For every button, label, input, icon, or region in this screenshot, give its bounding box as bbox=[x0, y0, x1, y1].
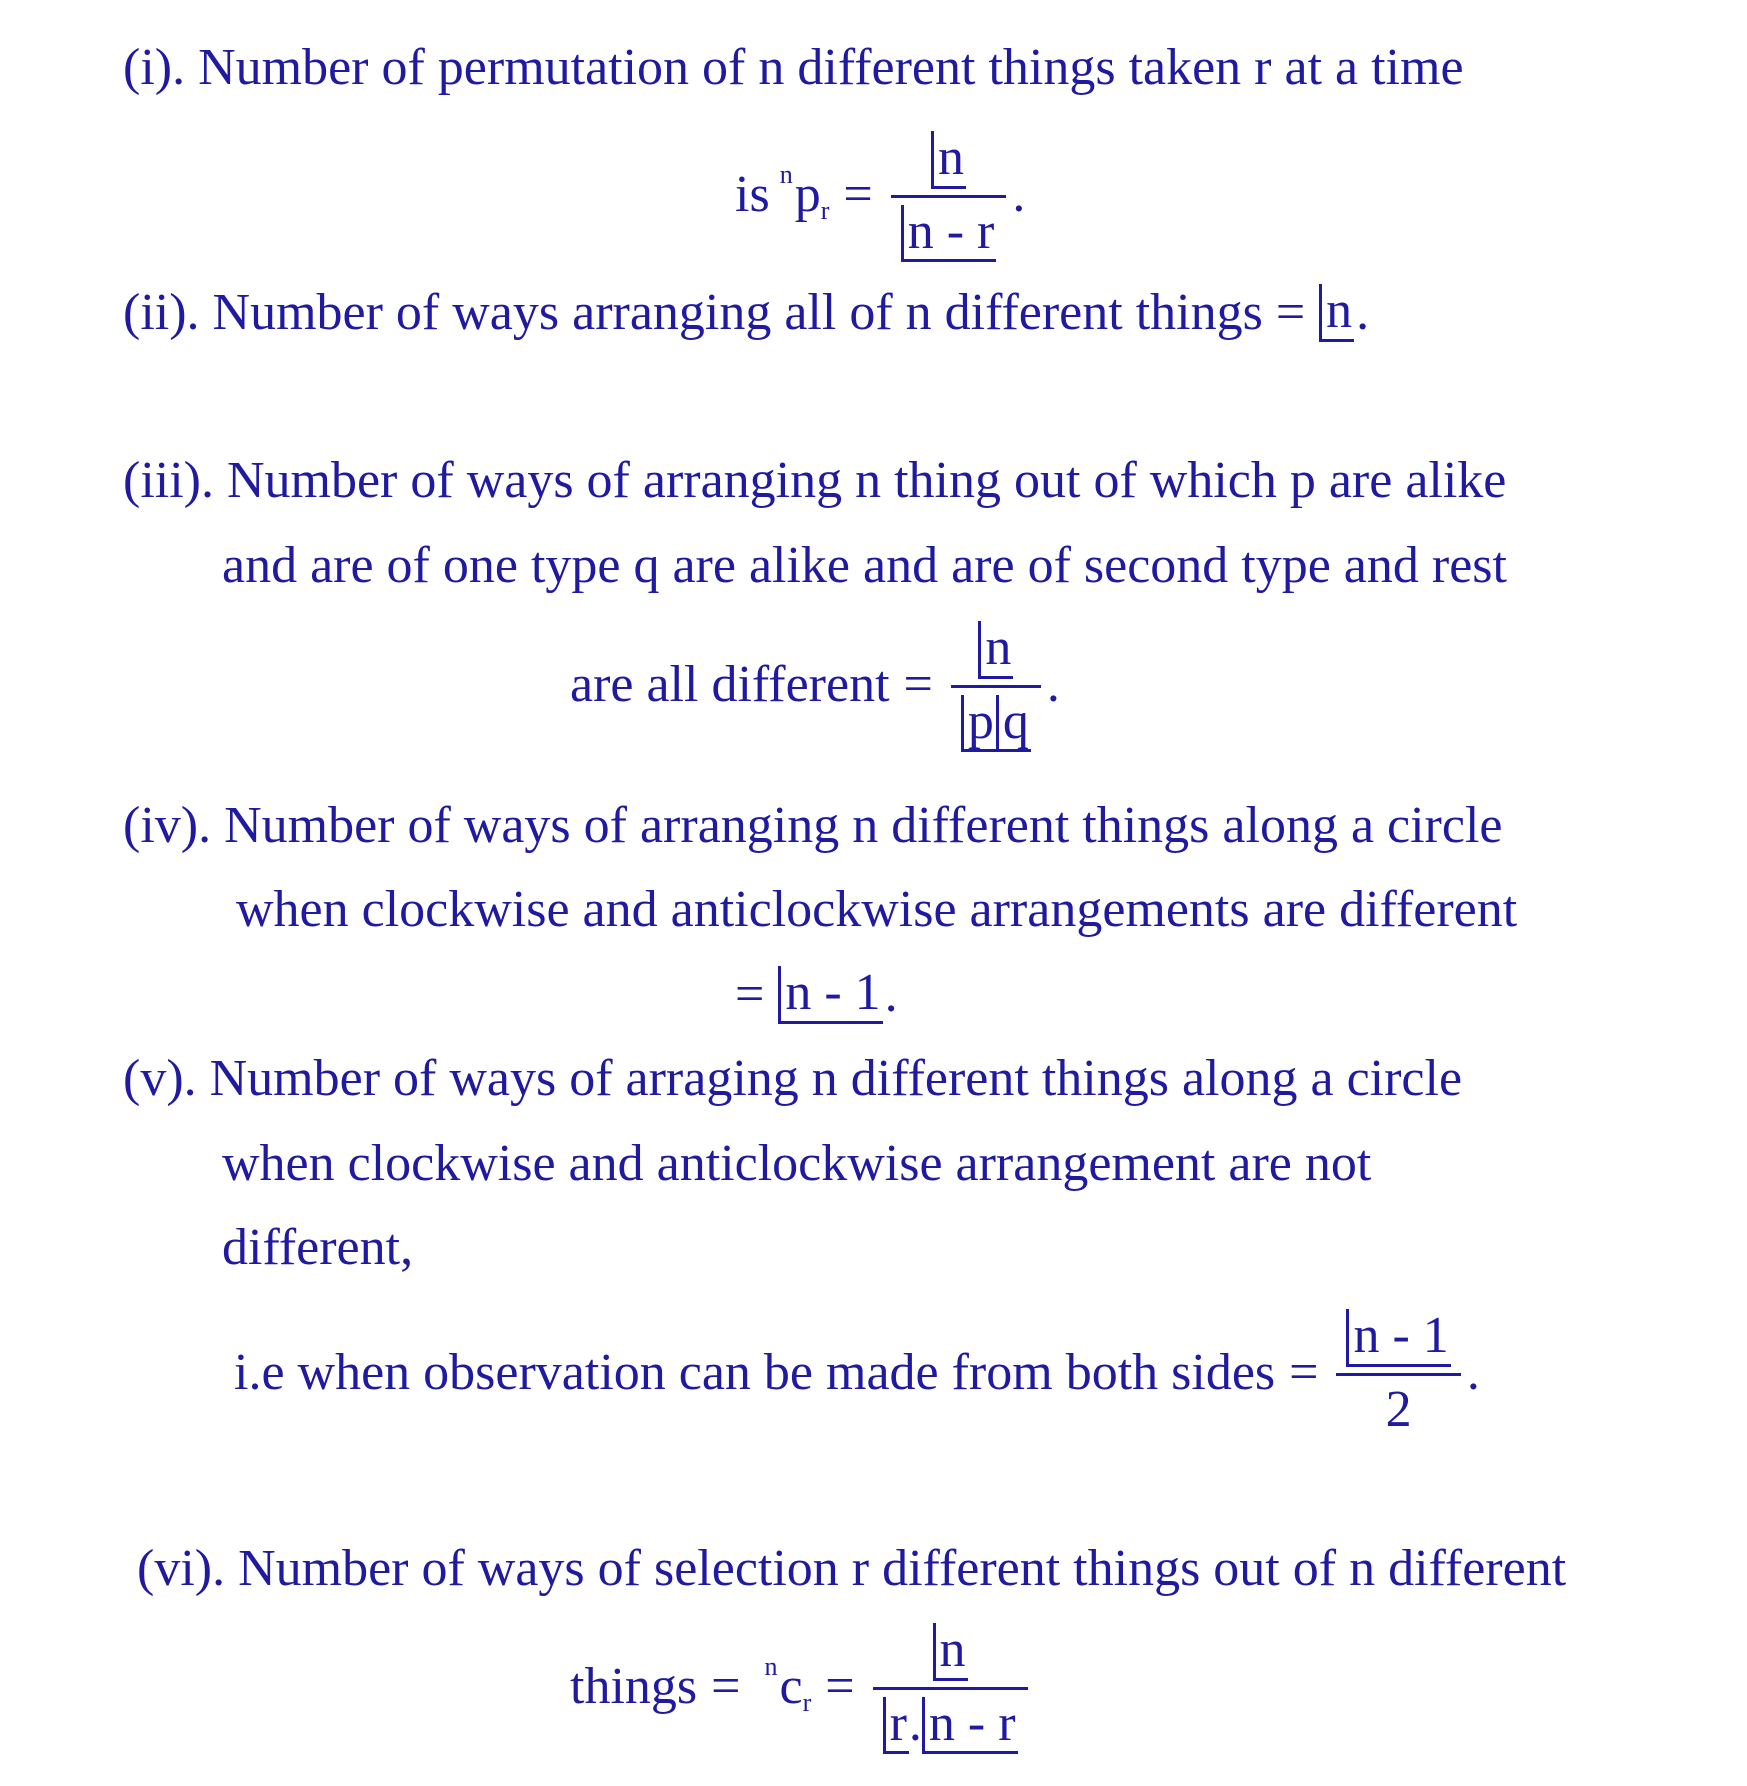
item-i-subscript: r bbox=[820, 196, 830, 226]
item-iv-formula bbox=[735, 966, 898, 1024]
item-v-fraction-bar bbox=[1336, 1373, 1460, 1376]
item-iii-line-1: (iii). Number of ways of arranging n thing out of which p are alike bbox=[123, 452, 1507, 509]
item-vi-prefix: things bbox=[570, 1658, 698, 1716]
item-i-fraction bbox=[891, 128, 1007, 262]
item-v-formula bbox=[234, 1306, 1480, 1439]
item-iii-numerator: n bbox=[978, 621, 1013, 679]
item-v-line-2: when clockwise and anticlockwise arrangement are not bbox=[222, 1135, 1372, 1192]
item-v-fraction bbox=[1336, 1306, 1460, 1439]
item-vi-denominator-r: r bbox=[883, 1697, 909, 1755]
item-iii-prefix: are all different bbox=[570, 656, 890, 714]
item-vi-superscript: n bbox=[764, 1652, 778, 1682]
item-iv-end: . bbox=[884, 965, 898, 1023]
item-iii-denominator-p: p bbox=[961, 695, 996, 753]
item-iii-fraction-bar bbox=[951, 685, 1041, 688]
item-v-denominator: 2 bbox=[1385, 1380, 1412, 1438]
item-vi-numerator: n bbox=[933, 1623, 968, 1681]
item-vi-symbol: c bbox=[779, 1658, 803, 1716]
item-vi-formula bbox=[570, 1620, 1032, 1754]
item-v-line-3: different, bbox=[222, 1219, 414, 1276]
item-v-end: . bbox=[1466, 1343, 1480, 1401]
item-iii-formula bbox=[570, 618, 1060, 752]
item-ii-factorial: n bbox=[1319, 284, 1354, 342]
item-i-end: . bbox=[1012, 166, 1026, 224]
item-i-prefix: is bbox=[735, 166, 770, 224]
item-i-denominator: n - r bbox=[901, 205, 997, 263]
item-i-formula bbox=[735, 128, 1025, 262]
item-i-superscript: n bbox=[779, 160, 793, 190]
item-vi-subscript: r bbox=[802, 1688, 812, 1718]
item-vi-equals-2: = bbox=[825, 1658, 855, 1716]
item-ii-end: . bbox=[1356, 283, 1370, 341]
item-iv-line-1: (iv). Number of ways of arranging n different things along a circle bbox=[123, 797, 1503, 854]
item-i-fraction-bar bbox=[891, 195, 1007, 198]
item-i-numerator: n bbox=[931, 131, 966, 189]
item-iv-equals: = bbox=[735, 965, 765, 1023]
item-v-line-1: (v). Number of ways of arraging n different things along a circle bbox=[123, 1050, 1463, 1107]
item-ii-text: (ii). Number of ways arranging all of n different things = bbox=[123, 283, 1306, 341]
item-vi-denominator-n-r: n - r bbox=[922, 1697, 1018, 1755]
item-v-numerator: n - 1 bbox=[1346, 1309, 1450, 1367]
item-ii-formula bbox=[123, 284, 1369, 342]
item-iii-end: . bbox=[1046, 656, 1060, 714]
item-iii-line-2: and are of one type q are alike and are of second type and rest bbox=[222, 537, 1507, 594]
item-iii-equals: = bbox=[903, 656, 933, 714]
item-iii-fraction bbox=[951, 618, 1041, 752]
item-v-equals: = bbox=[1289, 1343, 1319, 1401]
item-iv-factorial: n - 1 bbox=[778, 966, 882, 1024]
item-vi-equals-1: = bbox=[711, 1658, 741, 1716]
item-i-symbol: p bbox=[794, 166, 821, 224]
item-v-prefix: i.e when observation can be made from both sides bbox=[234, 1343, 1276, 1401]
item-i-equals: = bbox=[843, 166, 873, 224]
item-vi-fraction-bar bbox=[873, 1687, 1028, 1690]
item-i-text: (i). Number of permutation of n different things taken r at a time bbox=[123, 39, 1464, 96]
item-iv-line-2: when clockwise and anticlockwise arrangements are different bbox=[236, 881, 1518, 938]
item-iii-denominator-q: q bbox=[996, 695, 1031, 753]
item-vi-line-1: (vi). Number of ways of selection r different things out of n different bbox=[137, 1540, 1567, 1597]
item-vi-fraction bbox=[873, 1620, 1028, 1754]
item-vi-denominator-dot: . bbox=[908, 1694, 922, 1752]
